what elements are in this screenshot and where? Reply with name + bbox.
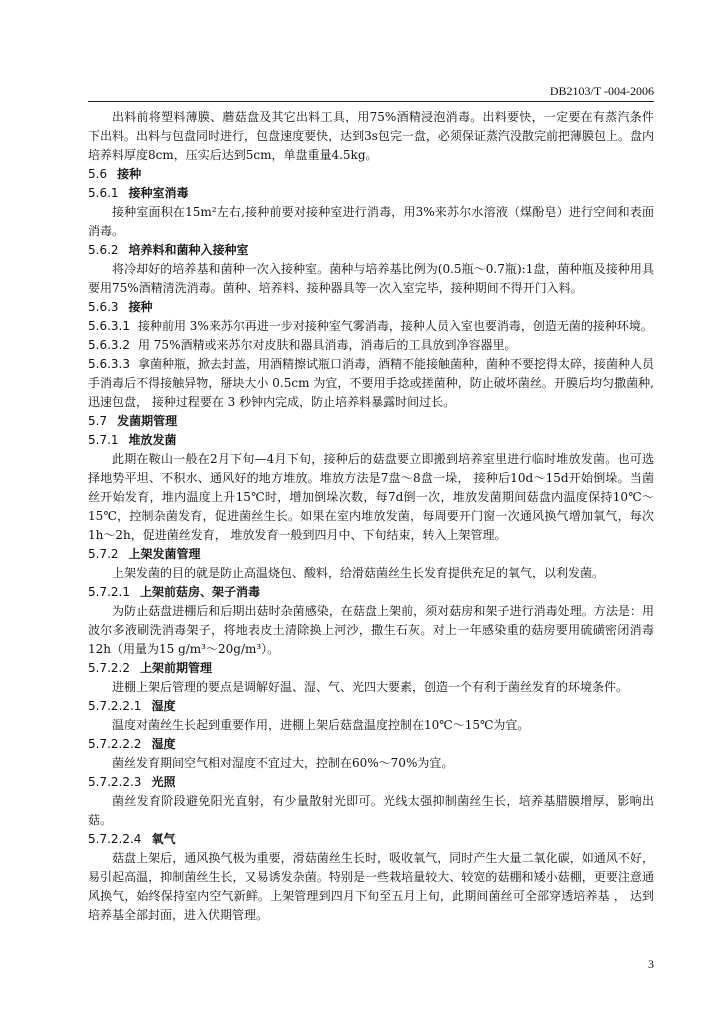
section-title: 氧气 bbox=[151, 832, 176, 846]
section-title: 堆放发菌 bbox=[128, 433, 177, 447]
section-heading bbox=[88, 431, 654, 450]
section-number: 5.7.2.2.3 bbox=[88, 775, 142, 789]
section-heading bbox=[88, 659, 654, 678]
section-number: 5.7 bbox=[88, 414, 108, 428]
section-number: 5.7.2.2.1 bbox=[88, 699, 142, 713]
section-number: 5.6 bbox=[88, 167, 108, 181]
section-number: 5.7.2.2.2 bbox=[88, 737, 142, 751]
section-heading bbox=[88, 165, 654, 184]
clause-text: 拿菌种瓶，掀去封盖，用酒精擦试瓶口消毒，酒精不能接触菌种，菌种不要挖得太碎，接菌种人员手消毒后不得接触异物，掰块大小 0.5cm 为宜，不要用手捻或搓菌种，防止破坏菌丝。开膜后均匀撒菌种,迅速包盘， 接种过程要在 3 秒钟内完成，防止培养料暴露时间过长。 bbox=[88, 357, 654, 409]
body-paragraph: 上架发菌的目的就是防止高温烧包、酸料，给滑菇菌丝生长发育提供充足的氧气，以利发菌。 bbox=[112, 566, 605, 580]
section-heading bbox=[88, 830, 654, 849]
section-title: 湿度 bbox=[151, 699, 176, 713]
section-heading bbox=[88, 545, 654, 564]
header-rule bbox=[88, 101, 654, 102]
clause-number: 5.6.3.2 bbox=[88, 338, 130, 352]
section-number: 5.7.2.2.4 bbox=[88, 832, 142, 846]
section-title: 接种室消毒 bbox=[128, 186, 189, 200]
section-title: 接种 bbox=[128, 300, 153, 314]
section-number: 5.6.3 bbox=[88, 300, 119, 314]
section-number: 5.7.2.2 bbox=[88, 661, 130, 675]
numbered-clause bbox=[88, 317, 654, 336]
section-heading bbox=[88, 184, 654, 203]
numbered-clause bbox=[88, 336, 654, 355]
body-paragraph: 此期在鞍山一般在2月下旬—4月下旬，接种后的菇盘要立即搬到培养室里进行临时堆放发菌。也可选择地势平坦、不积水、通风好的地方堆放。堆放方法是7盘～8盘一垛， 接种后10d～15d开始倒垛。当菌丝开始发育，堆内温度上升15℃时，增加倒垛次数，每7d倒一次，堆放发菌期间菇盘内温度保持10℃～15℃，控制杂菌发育，促进菌丝生长。如果在室内堆放发菌，每周要开门窗一次通风换气增加氧气，每次1h～2h，促进菌丝发育， 堆放发育一般到四月中、下旬结束，转入上架管理。 bbox=[88, 452, 654, 542]
clause-number: 5.6.3.1 bbox=[88, 319, 130, 333]
numbered-clause bbox=[88, 355, 654, 412]
document-code: DB2103/T -004-2006 bbox=[549, 84, 654, 98]
section-number: 5.7.1 bbox=[88, 433, 119, 447]
section-number: 5.6.1 bbox=[88, 186, 119, 200]
section-heading bbox=[88, 735, 654, 754]
section-heading bbox=[88, 583, 654, 602]
clause-text: 接种前用 3%来苏尔再进一步对接种室气雾消毒，接种人员入室也要消毒，创造无菌的接种环境。 bbox=[137, 319, 653, 333]
section-title: 上架发菌管理 bbox=[128, 547, 201, 561]
clause-number: 5.6.3.3 bbox=[88, 357, 130, 371]
section-title: 湿度 bbox=[151, 737, 176, 751]
section-heading bbox=[88, 697, 654, 716]
section-title: 上架前菇房、架子消毒 bbox=[139, 585, 260, 599]
body-paragraph: 进棚上架后管理的要点是调解好温、湿、气、光四大要素，创造一个有利于菌丝发育的环境条件。 bbox=[112, 680, 629, 694]
body-paragraph: 出料前将塑料薄膜、蘑菇盘及其它出料工具，用75%酒精浸泡消毒。出料要快，一定要在有蒸汽条件下出料。出料与包盘同时进行，包盘速度要快，达到3s包完一盘，必须保证蒸汽没散完前把薄膜包上。盘内培养料厚度8cm，压实后达到5cm，单盘重量4.5kg。 bbox=[88, 110, 654, 162]
clause-text: 用 75%酒精或来苏尔对皮肤和器具消毒，消毒后的工具放到净容器里。 bbox=[137, 338, 517, 352]
body-paragraph: 接种室面积在15m²左右,接种前要对接种室进行消毒，用3%来苏尔水溶液（煤酚皂）进行空间和表面消毒。 bbox=[88, 205, 654, 238]
body-paragraph: 菇盘上架后，通风换气极为重要，滑菇菌丝生长时，吸收氧气，同时产生大量二氧化碳，如通风不好，易引起高温，抑制菌丝生长，又易诱发杂菌。特别是一些栽培量较大、较宽的菇棚和矮小菇棚，更要注意通风换气，始终保持室内空气新鲜。上架管理到四月下旬至五月上旬，此期间菌丝可全部穿透培养基 ， 达到培养基全部封面，进入伏期管理。 bbox=[88, 851, 654, 922]
section-heading bbox=[88, 241, 654, 260]
body-paragraph: 温度对菌丝生长起到重要作用，进棚上架后菇盘温度控制在10℃～15℃为宜。 bbox=[112, 718, 530, 732]
section-title: 上架前期管理 bbox=[139, 661, 212, 675]
section-number: 5.6.2 bbox=[88, 243, 119, 257]
section-heading bbox=[88, 412, 654, 431]
body-paragraph: 菌丝发育阶段避免阳光直射，有少量散射光即可。光线太强抑制菌丝生长，培养基腊膜增厚，影响出菇。 bbox=[88, 794, 654, 827]
section-title: 发菌期管理 bbox=[117, 414, 178, 428]
section-title: 光照 bbox=[151, 775, 176, 789]
section-heading bbox=[88, 298, 654, 317]
section-title: 培养料和菌种入接种室 bbox=[128, 243, 249, 257]
document-body bbox=[88, 108, 654, 925]
page-number: 3 bbox=[648, 957, 654, 971]
section-number: 5.7.2 bbox=[88, 547, 119, 561]
section-heading bbox=[88, 773, 654, 792]
section-number: 5.7.2.1 bbox=[88, 585, 130, 599]
body-paragraph: 为防止菇盘进棚后和后期出菇时杂菌感染，在菇盘上架前，须对菇房和架子进行消毒处理。方法是：用波尔多液刷洗消毒架子，将地表皮土清除换上河沙，撒生石灰。对上一年感染重的菇房要用硫磺密闭消毒12h（用量为15 g/m³～20g/m³）。 bbox=[88, 604, 654, 656]
body-paragraph: 菌丝发育期间空气相对湿度不宜过大，控制在60%～70%为宜。 bbox=[112, 756, 454, 770]
section-title: 接种 bbox=[117, 167, 142, 181]
body-paragraph: 将冷却好的培养基和菌种一次入接种室。菌种与培养基比例为(0.5瓶～0.7瓶):1盘，菌种瓶及接种用具要用75%酒精清洗消毒。菌种、培养料、接种器具等一次入室完毕，接种期间不得开门入料。 bbox=[88, 262, 654, 295]
